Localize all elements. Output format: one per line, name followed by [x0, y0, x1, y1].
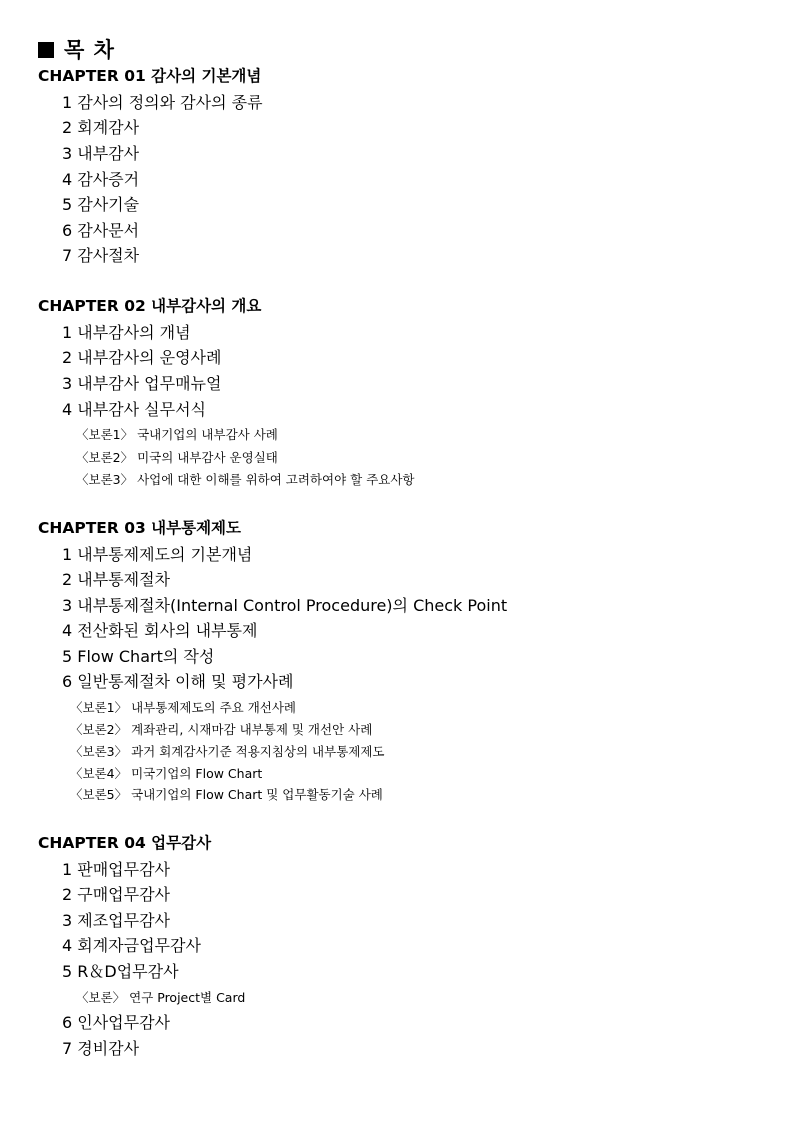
black-square-icon [38, 42, 54, 58]
chapter-heading: CHAPTER 01 감사의 기본개념 [38, 67, 262, 85]
toc-title [38, 34, 115, 64]
toc-appendix-item: 〈보론3〉 과거 회계감사기준 적용지침상의 내부통제제도 [70, 744, 385, 759]
toc-section-item: 4 감사증거 [62, 170, 140, 189]
toc-section-item: 6 일반통제절차 이해 및 평가사례 [62, 672, 294, 691]
toc-section-item: 3 제조업무감사 [62, 911, 171, 930]
toc-section-item: 4 회계자금업무감사 [62, 936, 201, 955]
toc-appendix-item: 〈보론1〉 내부통제제도의 주요 개선사례 [70, 700, 296, 715]
toc-section-item: 5 감사기술 [62, 195, 140, 214]
toc-appendix-item: 〈보론5〉 국내기업의 Flow Chart 및 업무활동기술 사례 [70, 787, 383, 802]
toc-section-item: 2 구매업무감사 [62, 885, 171, 904]
chapter-heading: CHAPTER 02 내부감사의 개요 [38, 297, 262, 315]
toc-appendix-item: 〈보론3〉 사업에 대한 이해를 위하여 고려하여야 할 주요사항 [76, 472, 415, 487]
toc-section-item: 6 감사문서 [62, 221, 140, 240]
toc-section-item: 3 내부통제절차(Internal Control Procedure)의 Check Point [62, 596, 508, 615]
toc-section-item: 2 회계감사 [62, 118, 140, 137]
toc-appendix-item: 〈보론4〉 미국기업의 Flow Chart [70, 766, 263, 781]
toc-section-item: 5 Flow Chart의 작성 [62, 647, 215, 666]
toc-section-item: 6 인사업무감사 [62, 1013, 171, 1032]
toc-section-item: 1 감사의 정의와 감사의 종류 [62, 93, 263, 112]
toc-section-item: 7 감사절차 [62, 246, 140, 265]
toc-section-item: 7 경비감사 [62, 1039, 140, 1058]
toc-appendix-item: 〈보론1〉 국내기업의 내부감사 사례 [76, 427, 278, 442]
toc-section-item: 3 내부감사 업무매뉴얼 [62, 374, 222, 393]
chapter-heading: CHAPTER 03 내부통제제도 [38, 519, 242, 537]
toc-appendix-item: 〈보론〉 연구 Project별 Card [76, 990, 246, 1005]
chapter-heading: CHAPTER 04 업무감사 [38, 834, 212, 852]
toc-appendix-item: 〈보론2〉 계좌관리, 시재마감 내부통제 및 개선안 사례 [70, 722, 373, 737]
toc-section-item: 1 판매업무감사 [62, 860, 171, 879]
toc-section-item: 2 내부감사의 운영사례 [62, 348, 222, 367]
toc-section-item: 1 내부통제제도의 기본개념 [62, 545, 253, 564]
toc-section-item: 4 전산화된 회사의 내부통제 [62, 621, 258, 640]
toc-section-item: 5 R＆D업무감사 [62, 962, 179, 981]
toc-title-text: 목 차 [64, 38, 115, 62]
toc-section-item: 2 내부통제절차 [62, 570, 171, 589]
toc-section-item: 4 내부감사 실무서식 [62, 400, 206, 419]
toc-appendix-item: 〈보론2〉 미국의 내부감사 운영실태 [76, 450, 278, 465]
toc-section-item: 1 내부감사의 개념 [62, 323, 191, 342]
toc-section-item: 3 내부감사 [62, 144, 140, 163]
